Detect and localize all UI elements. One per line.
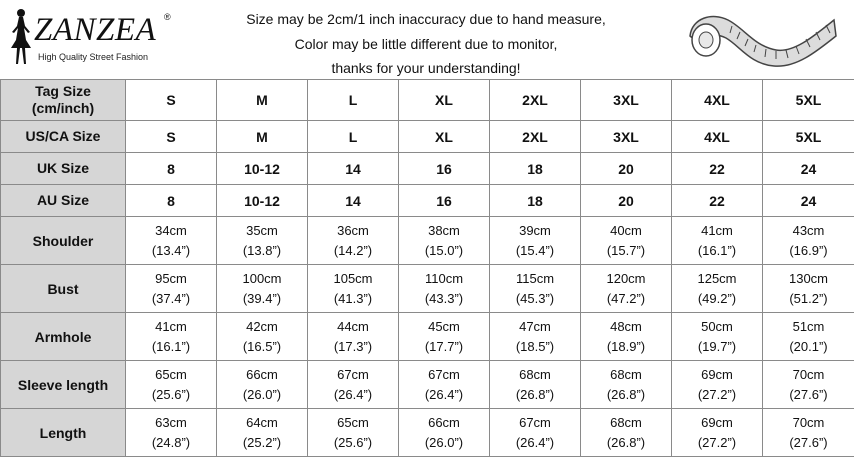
- measurement-cell: [581, 313, 672, 361]
- cm-value: 41cm: [701, 222, 733, 238]
- cm-value: 64cm: [246, 414, 278, 430]
- measurement-cell: [490, 217, 581, 265]
- row-header: Shoulder: [1, 217, 126, 265]
- measurement-cell: [308, 265, 399, 313]
- cm-value: 35cm: [246, 222, 278, 238]
- cm-value: 105cm: [333, 270, 373, 286]
- measurement-cell: [490, 265, 581, 313]
- inch-value: (25.2”): [242, 434, 282, 450]
- row-header: Length: [1, 409, 126, 457]
- size-cell: 10-12: [217, 185, 308, 217]
- cm-value: 39cm: [519, 222, 551, 238]
- cm-value: 40cm: [610, 222, 642, 238]
- measurement-row: [1, 361, 854, 409]
- notice-line: thanks for your understanding!: [331, 60, 521, 76]
- inch-value: (16.1”): [151, 338, 191, 354]
- size-cell: 4XL: [672, 121, 763, 153]
- size-cell: XL: [399, 121, 490, 153]
- cm-value: 44cm: [337, 318, 369, 334]
- inch-value: (15.0”): [424, 242, 464, 258]
- size-cell: 24: [763, 153, 854, 185]
- size-cell: 20: [581, 153, 672, 185]
- cm-value: 68cm: [610, 414, 642, 430]
- cm-value: 69cm: [701, 414, 733, 430]
- size-cell: 22: [672, 185, 763, 217]
- cm-value: 38cm: [428, 222, 460, 238]
- inch-value: (45.3”): [515, 290, 555, 306]
- cm-value: 115cm: [515, 270, 555, 286]
- row-header: Sleeve length: [1, 361, 126, 409]
- inch-value: (27.2”): [697, 386, 737, 402]
- inch-value: (16.1”): [697, 242, 737, 258]
- measurement-row: [1, 409, 854, 457]
- measurement-cell: [217, 217, 308, 265]
- size-cell: 8: [126, 185, 217, 217]
- size-cell: 4XL: [672, 80, 763, 121]
- measurement-cell: [308, 409, 399, 457]
- size-cell: 16: [399, 153, 490, 185]
- size-cell: XL: [399, 80, 490, 121]
- cm-value: 70cm: [792, 414, 825, 430]
- size-row: [1, 121, 854, 153]
- size-row: [1, 185, 854, 217]
- cm-value: 48cm: [610, 318, 642, 334]
- measurement-row: [1, 313, 854, 361]
- measurement-cell: [490, 409, 581, 457]
- cm-value: 67cm: [519, 414, 551, 430]
- size-cell: 22: [672, 153, 763, 185]
- size-cell: M: [217, 80, 308, 121]
- inch-value: (27.2”): [697, 434, 737, 450]
- inch-value: (43.3”): [424, 290, 464, 306]
- registered-mark: ®: [164, 12, 171, 22]
- measurement-cell: [672, 313, 763, 361]
- cm-value: 34cm: [155, 222, 187, 238]
- size-cell: S: [126, 80, 217, 121]
- size-cell: 3XL: [581, 80, 672, 121]
- brand-tagline: High Quality Street Fashion: [38, 52, 149, 62]
- inch-value: (26.0”): [242, 386, 282, 402]
- inch-value: (20.1”): [789, 338, 828, 354]
- inch-value: (27.6”): [789, 386, 828, 402]
- notice-line: Size may be 2cm/1 inch inaccuracy due to hand measure,: [246, 11, 606, 27]
- cm-value: 43cm: [792, 222, 825, 238]
- size-cell: L: [308, 121, 399, 153]
- cm-value: 65cm: [155, 366, 187, 382]
- cm-value: 50cm: [701, 318, 733, 334]
- measurement-cell: [217, 409, 308, 457]
- cm-value: 65cm: [337, 414, 369, 430]
- size-cell: 16: [399, 185, 490, 217]
- inch-value: (26.8”): [606, 434, 646, 450]
- measurement-cell: [399, 409, 490, 457]
- cm-value: 125cm: [697, 270, 737, 286]
- measurement-cell: [399, 361, 490, 409]
- header: [0, 0, 854, 78]
- inch-value: (47.2”): [606, 290, 646, 306]
- size-cell: 2XL: [490, 121, 581, 153]
- cm-value: 120cm: [606, 270, 646, 286]
- inch-value: (25.6”): [333, 434, 373, 450]
- measurement-cell: [763, 265, 854, 313]
- cm-value: 67cm: [337, 366, 369, 382]
- measurement-cell: [308, 361, 399, 409]
- size-row: [1, 80, 854, 121]
- size-cell: 18: [490, 153, 581, 185]
- inch-value: (26.4”): [424, 386, 464, 402]
- size-cell: 14: [308, 153, 399, 185]
- inch-value: (26.4”): [515, 434, 555, 450]
- measurement-row: [1, 265, 854, 313]
- cm-value: 69cm: [701, 366, 733, 382]
- measurement-cell: [763, 361, 854, 409]
- measurement-cell: [763, 409, 854, 457]
- inch-value: (18.5”): [515, 338, 555, 354]
- inch-value: (39.4”): [242, 290, 282, 306]
- measurement-cell: [126, 409, 217, 457]
- measuring-tape-icon: [684, 6, 840, 74]
- size-cell: 3XL: [581, 121, 672, 153]
- row-header: Bust: [1, 265, 126, 313]
- cm-value: 36cm: [337, 222, 369, 238]
- measurement-cell: [672, 265, 763, 313]
- measurement-cell: [763, 217, 854, 265]
- size-cell: 14: [308, 185, 399, 217]
- measurement-cell: [581, 361, 672, 409]
- woman-silhouette-icon: [8, 8, 34, 66]
- inch-value: (18.9”): [606, 338, 646, 354]
- inch-value: (17.3”): [333, 338, 373, 354]
- measurement-cell: [399, 265, 490, 313]
- size-notice: [206, 7, 646, 81]
- measurement-cell: [217, 361, 308, 409]
- inch-value: (16.5”): [242, 338, 282, 354]
- measurement-cell: [581, 409, 672, 457]
- measurement-cell: [399, 217, 490, 265]
- size-cell: 2XL: [490, 80, 581, 121]
- inch-value: (49.2”): [697, 290, 737, 306]
- cm-value: 110cm: [424, 270, 464, 286]
- cm-value: 95cm: [155, 270, 187, 286]
- inch-value: (24.8”): [151, 434, 191, 450]
- cm-value: 47cm: [519, 318, 551, 334]
- measurement-cell: [217, 265, 308, 313]
- measurement-cell: [490, 361, 581, 409]
- notice-line: Color may be little different due to monitor,: [294, 35, 558, 52]
- cm-value: 70cm: [792, 366, 825, 382]
- inch-value: (15.7”): [606, 242, 646, 258]
- measurement-row: [1, 217, 854, 265]
- size-cell: M: [217, 121, 308, 153]
- row-header: US/CA Size: [1, 121, 126, 153]
- cm-value: 45cm: [428, 318, 460, 334]
- measurement-cell: [217, 313, 308, 361]
- inch-value: (16.9”): [789, 242, 828, 258]
- measurement-cell: [126, 313, 217, 361]
- inch-value: (26.8”): [515, 386, 555, 402]
- cm-value: 63cm: [155, 414, 187, 430]
- inch-value: (15.4”): [515, 242, 555, 258]
- row-header: AU Size: [1, 185, 126, 217]
- cm-value: 68cm: [519, 366, 551, 382]
- size-cell: L: [308, 80, 399, 121]
- cm-value: 51cm: [792, 318, 825, 334]
- row-header: UK Size: [1, 153, 126, 185]
- measurement-cell: [581, 265, 672, 313]
- size-cell: 8: [126, 153, 217, 185]
- measurement-cell: [126, 361, 217, 409]
- measurement-cell: [672, 361, 763, 409]
- measurement-cell: [672, 409, 763, 457]
- measurement-cell: [308, 217, 399, 265]
- row-header: Armhole: [1, 313, 126, 361]
- measurement-cell: [490, 313, 581, 361]
- cm-value: 66cm: [246, 366, 278, 382]
- cm-value: 66cm: [428, 414, 460, 430]
- measurement-cell: [399, 313, 490, 361]
- inch-value: (26.8”): [606, 386, 646, 402]
- measurement-cell: [581, 217, 672, 265]
- cm-value: 68cm: [610, 366, 642, 382]
- measurement-cell: [126, 265, 217, 313]
- measurement-cell: [672, 217, 763, 265]
- size-cell: S: [126, 121, 217, 153]
- inch-value: (27.6”): [789, 434, 828, 450]
- measurement-cell: [308, 313, 399, 361]
- size-cell: 18: [490, 185, 581, 217]
- measurement-cell: [763, 313, 854, 361]
- size-cell: 10-12: [217, 153, 308, 185]
- inch-value: (37.4”): [151, 290, 191, 306]
- inch-value: (14.2”): [333, 242, 373, 258]
- inch-value: (25.6”): [151, 386, 191, 402]
- size-cell: 5XL: [763, 121, 854, 153]
- cm-value: 100cm: [242, 270, 282, 286]
- size-row: [1, 153, 854, 185]
- brand-name: ZANZEA: [34, 12, 157, 48]
- size-chart-table: [0, 79, 854, 457]
- cm-value: 42cm: [246, 318, 278, 334]
- inch-value: (17.7”): [424, 338, 464, 354]
- cm-value: 130cm: [788, 270, 829, 286]
- size-cell: 24: [763, 185, 854, 217]
- inch-value: (51.2”): [789, 290, 828, 306]
- row-header: Tag Size (cm/inch): [1, 80, 126, 121]
- inch-value: (13.8”): [242, 242, 282, 258]
- inch-value: (41.3”): [333, 290, 373, 306]
- inch-value: (19.7”): [697, 338, 737, 354]
- measurement-cell: [126, 217, 217, 265]
- inch-value: (26.0”): [424, 434, 464, 450]
- brand-logo: [4, 6, 172, 68]
- cm-value: 67cm: [428, 366, 460, 382]
- inch-value: (13.4”): [151, 242, 191, 258]
- size-cell: 20: [581, 185, 672, 217]
- inch-value: (26.4”): [333, 386, 373, 402]
- size-cell: 5XL: [763, 80, 854, 121]
- cm-value: 41cm: [155, 318, 187, 334]
